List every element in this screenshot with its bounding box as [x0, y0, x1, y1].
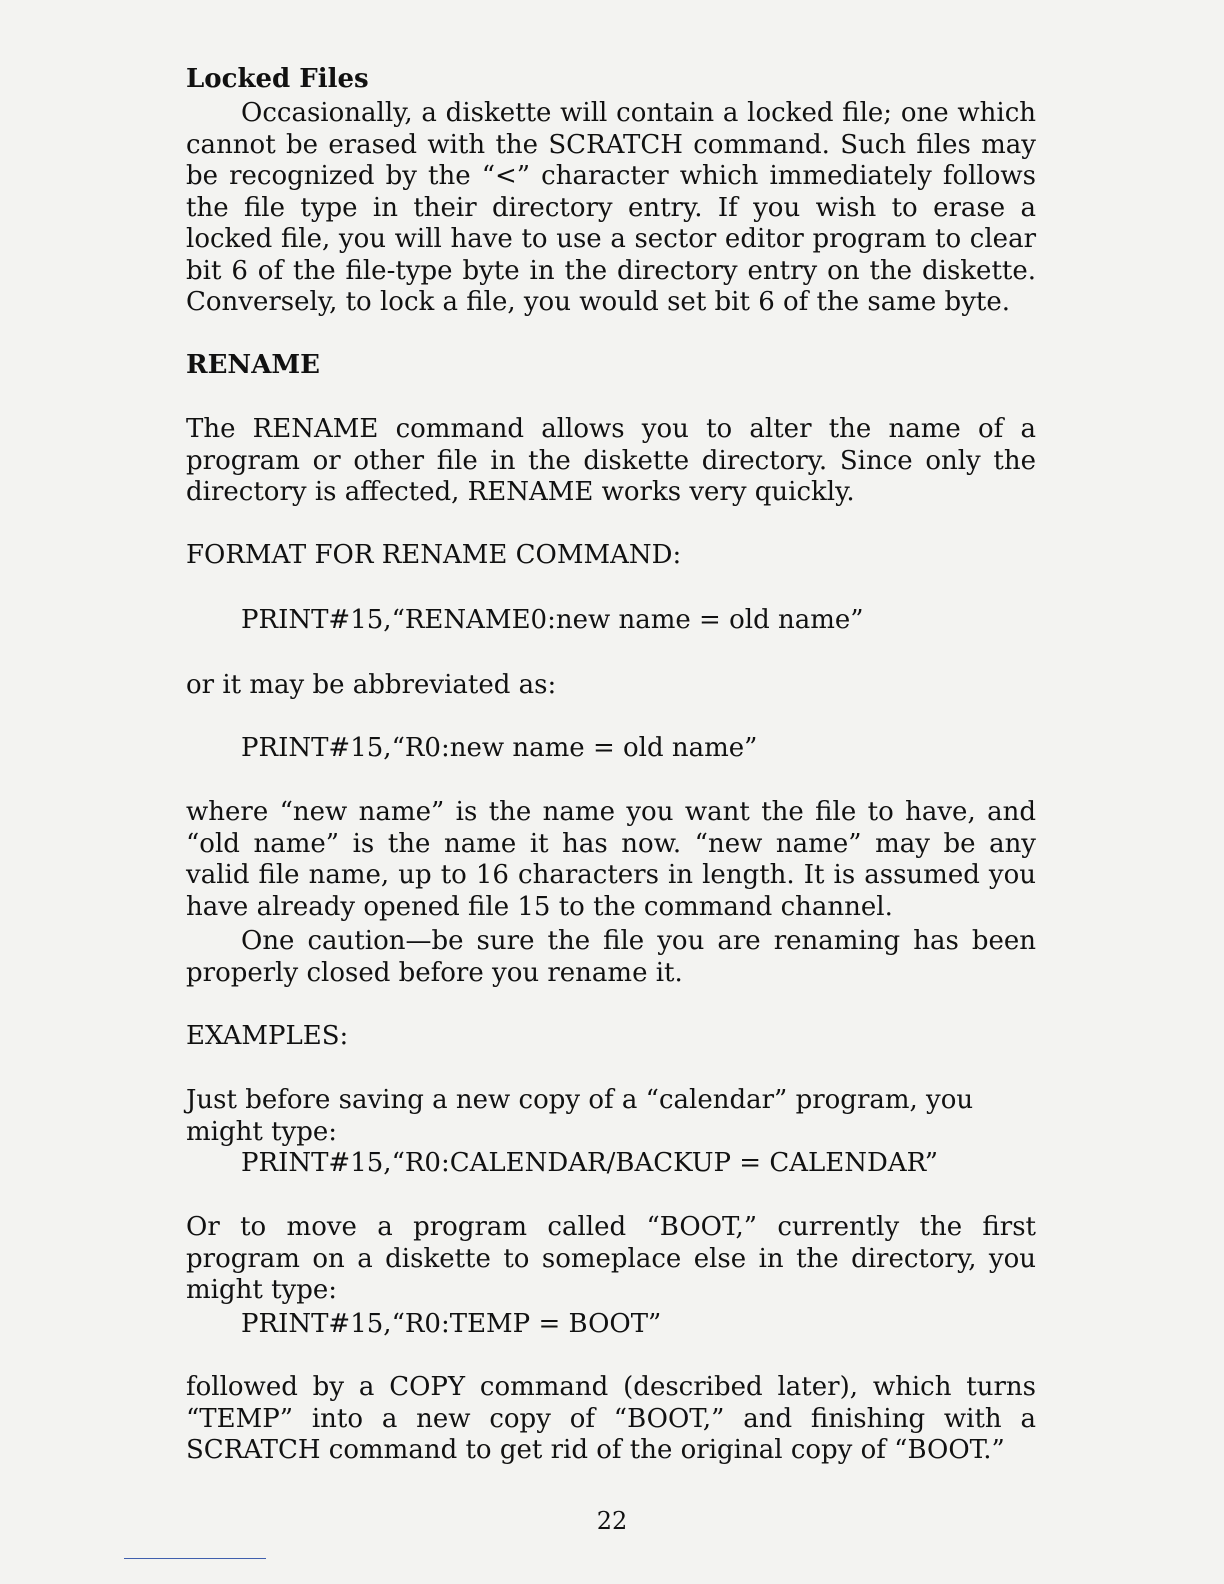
abbreviation-label: or it may be abbreviated as:: [186, 670, 557, 700]
format-code-line: PRINT#15,“RENAME0:new name = old name”: [241, 605, 864, 635]
example1-code-line: PRINT#15,“R0:CALENDAR/BACKUP = CALENDAR”: [241, 1148, 939, 1178]
closing-paragraph: followed by a COPY command (described later), which turns “TEMP” into a new copy of “BOOT,” and finishing with a SCRATCH command to get rid of the original copy of “BOOT.”: [186, 1372, 1036, 1465]
bottom-rule: [124, 1558, 266, 1559]
locked-files-paragraph: Occasionally, a diskette will contain a locked file; one which cannot be erased with the SCRATCH command. Such files may be recognized by the “<” character which immediately follows the file type in their directory entry. If you wish to erase a locked file, you will have to use a sector editor program to clear bit 6 of the file-type byte in the directory entry on the diskette. Conversely, to lock a file, you would set bit 6 of the same byte.: [186, 98, 1036, 317]
abbreviated-code-line: PRINT#15,“R0:new name = old name”: [241, 733, 758, 763]
caution-paragraph: One caution—be sure the file you are renaming has been properly closed before you rename it.: [186, 926, 1036, 988]
section-heading-locked-files: Locked Files: [186, 64, 369, 94]
examples-label: EXAMPLES:: [186, 1021, 349, 1051]
section-heading-rename: RENAME: [186, 350, 320, 380]
example2-code-line: PRINT#15,“R0:TEMP = BOOT”: [241, 1309, 662, 1339]
example1-text: Just before saving a new copy of a “calendar” program, you might type:: [186, 1085, 974, 1147]
example2-text: Or to move a program called “BOOT,” currently the first program on a diskette to someplace else in the directory, you might type:: [186, 1212, 1036, 1305]
page-number: 22: [596, 1507, 628, 1535]
rename-intro-paragraph: The RENAME command allows you to alter the name of a program or other file in the diskette directory. Since only the directory is affected, RENAME works very quickly.: [186, 414, 1036, 507]
format-label: FORMAT FOR RENAME COMMAND:: [186, 540, 682, 570]
explanation-paragraph: where “new name” is the name you want the file to have, and “old name” is the name it has now. “new name” may be any valid file name, up to 16 characters in length. It is assumed you have already opened file 15 to the command channel.: [186, 797, 1036, 922]
